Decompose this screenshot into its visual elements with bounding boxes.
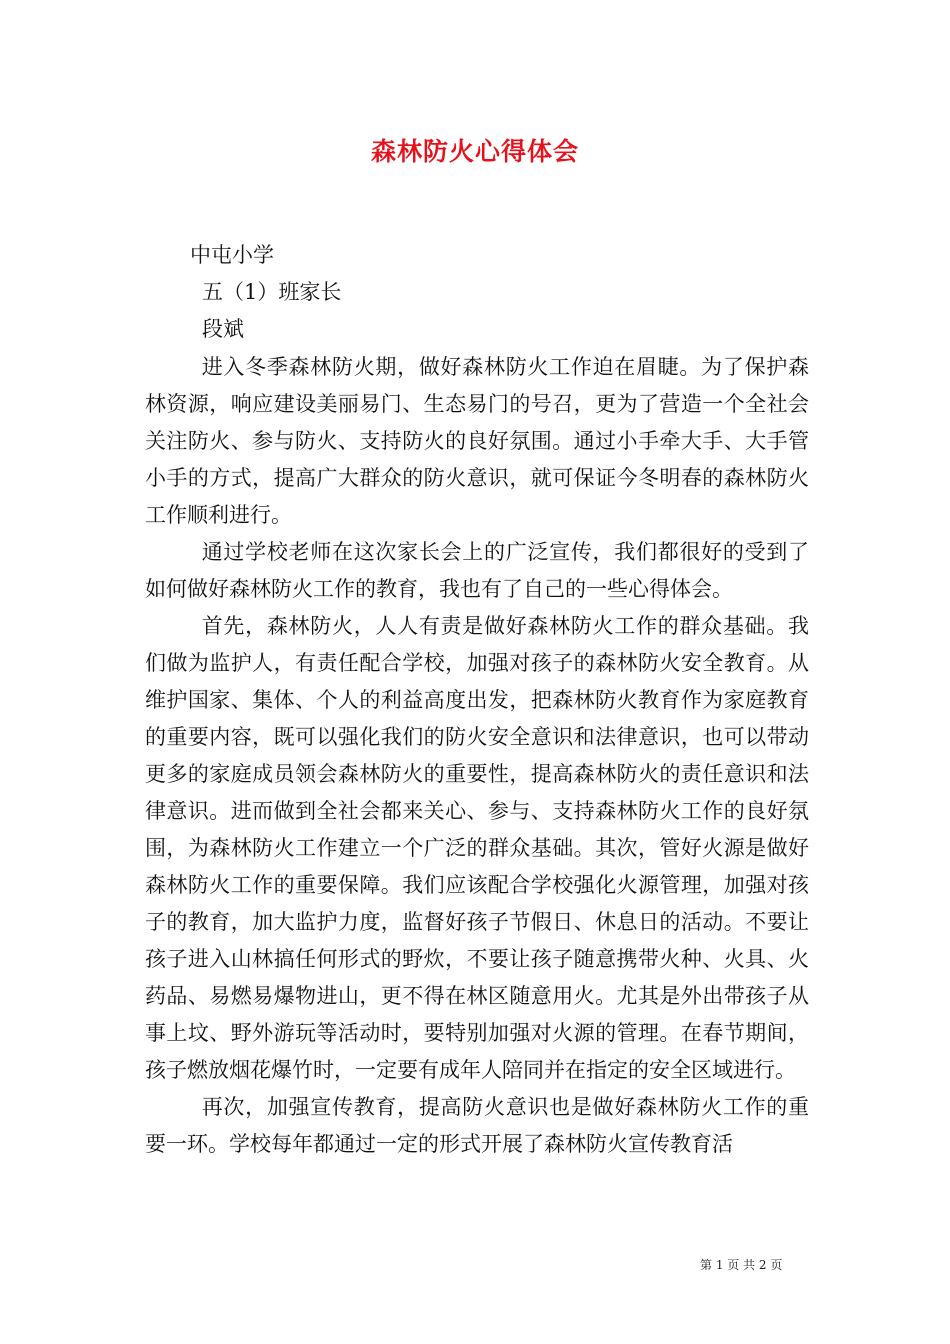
paragraph-4: 再次，加强宣传教育，提高防火意识也是做好森林防火工作的重要一环。学校每年都通过一定的形式开展了森林防火宣传教育活 — [145, 1095, 809, 1156]
author-name: 段斌 — [202, 317, 244, 341]
document-body — [145, 349, 809, 1163]
paragraph-3: 首先，森林防火，人人有责是做好森林防火工作的群众基础。我们做为监护人，有责任配合学校，加强对孩子的森林防火安全教育。从维护国家、集体、个人的利益高度出发，把森林防火教育作为家庭教育的重要内容，既可以强化我们的防火安全意识和法律意识，也可以带动更多的家庭成员领会森林防火的重要性，提高森林防火的责任意识和法律意识。进而做到全社会都来关心、参与、支持森林防火工作的良好氛围，为森林防火工作建立一个广泛的群众基础。其次，管好火源是做好森林防火工作的重要保障。我们应该配合学校强化火源管理，加强对孩子的教育，加大监护力度，监督好孩子节假日、休息日的活动。不要让孩子进入山林搞任何形式的野炊，不要让孩子随意携带火种、火具、火药品、易燃易爆物进山，更不得在林区随意用火。尤其是外出带孩子从事上坟、野外游玩等活动时，要特别加强对火源的管理。在春节期间，孩子燃放烟花爆竹时，一定要有成年人陪同并在指定的安全区域进行。 — [145, 614, 809, 1082]
document-title: 森林防火心得体会 — [370, 137, 579, 166]
school-name: 中屯小学 — [190, 243, 274, 267]
page-number: 第 1 页 共 2 页 — [700, 1258, 783, 1272]
class-role: 五（1）班家长 — [202, 280, 342, 304]
paragraph-2: 通过学校老师在这次家长会上的广泛宣传，我们都很好的受到了如何做好森林防火工作的教育，我也有了自己的一些心得体会。 — [145, 540, 809, 601]
paragraph-1: 进入冬季森林防火期，做好森林防火工作迫在眉睫。为了保护森林资源，响应建设美丽易门、生态易门的号召，更为了营造一个全社会关注防火、参与防火、支持防火的良好氛围。通过小手牵大手、大手管小手的方式，提高广大群众的防火意识，就可保证今冬明春的森林防火工作顺利进行。 — [145, 355, 809, 527]
